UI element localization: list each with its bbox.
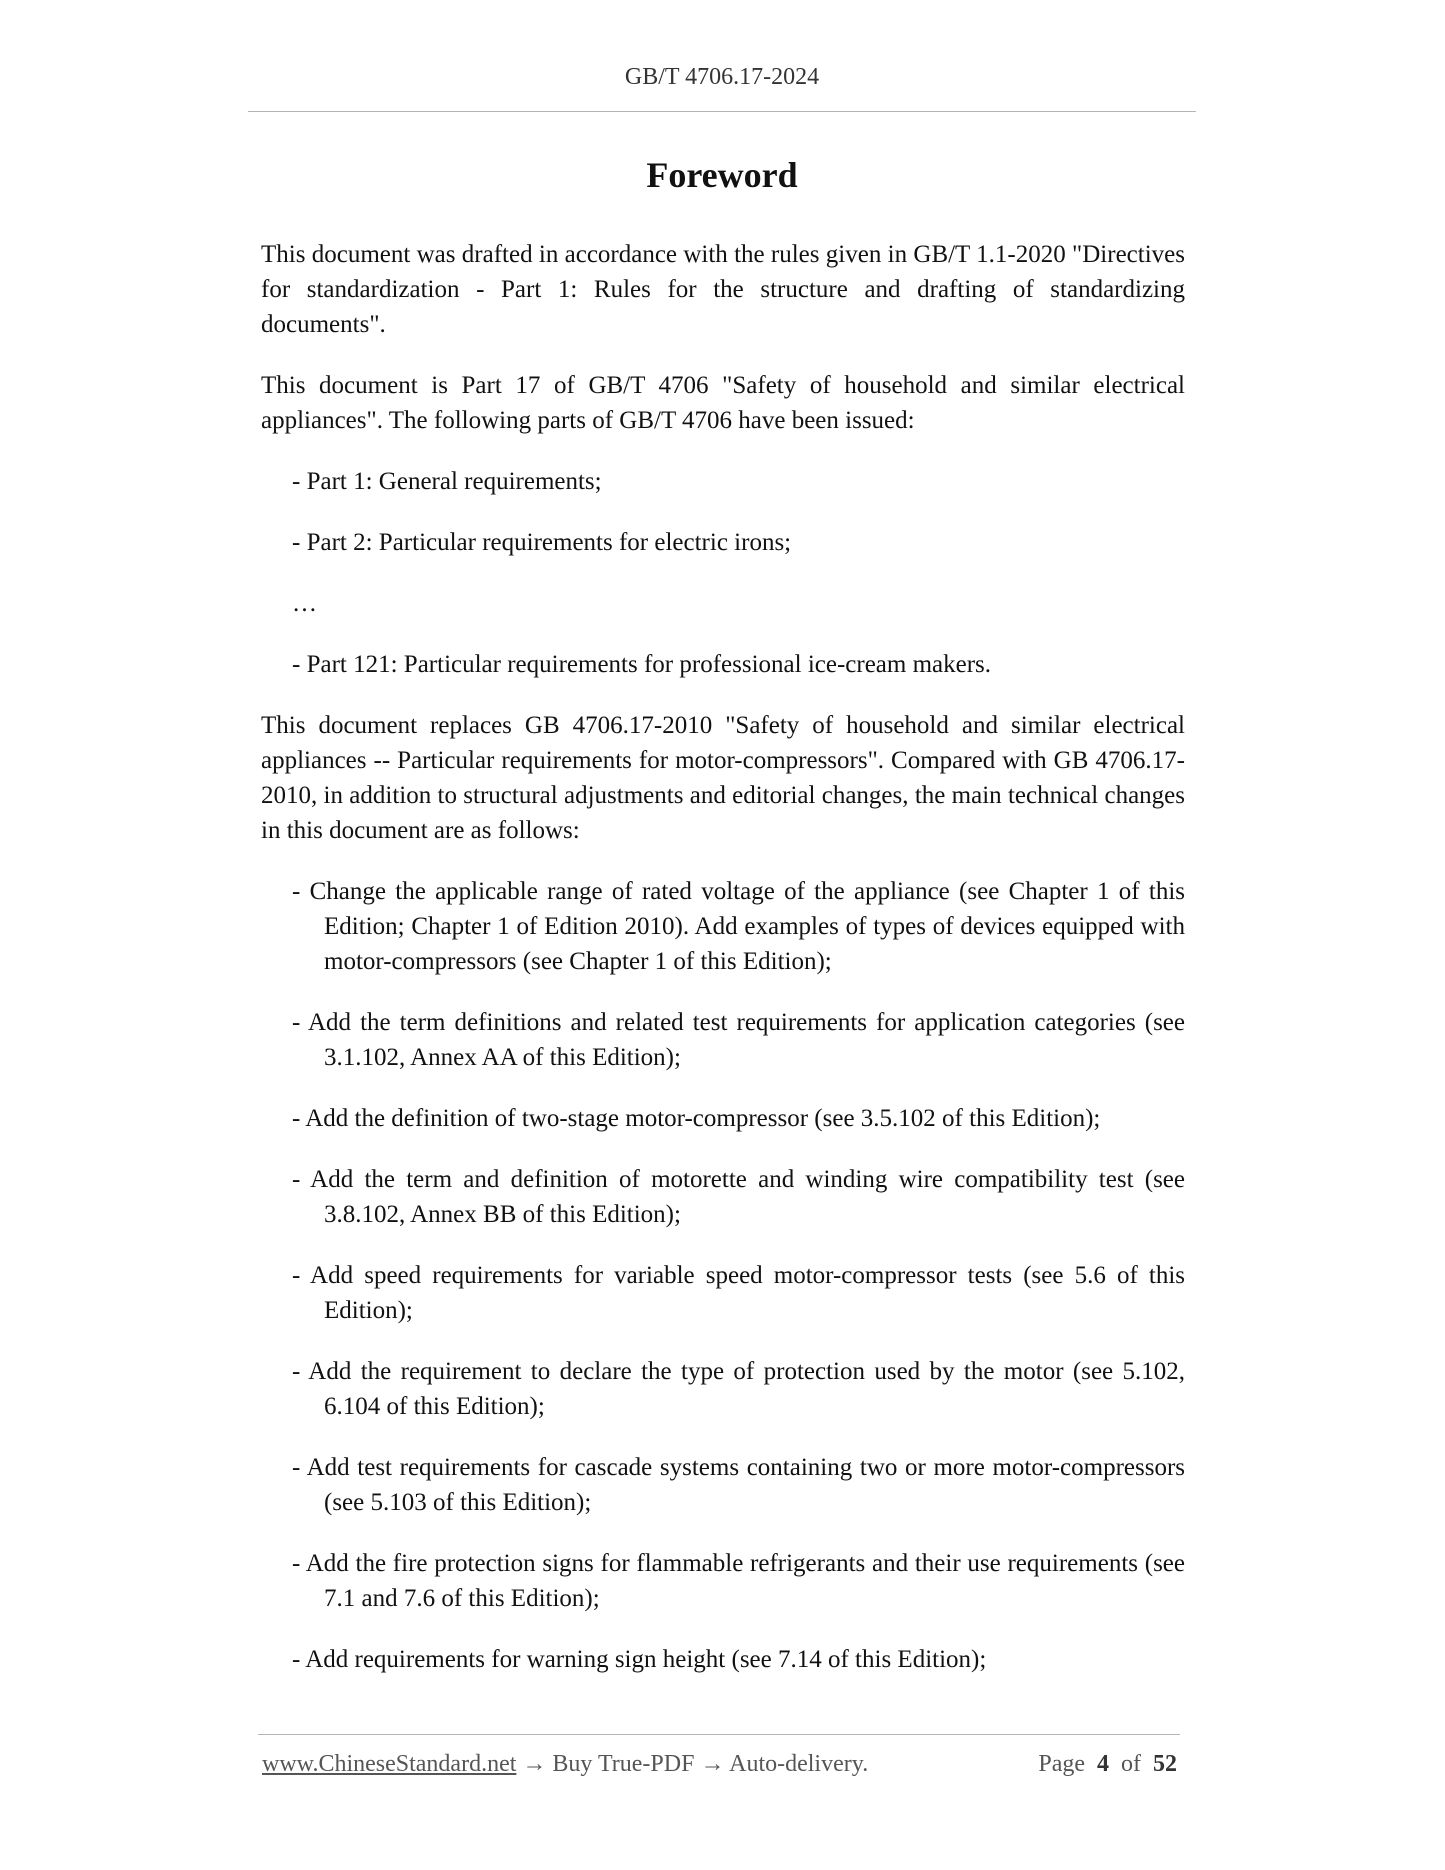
list-item-ellipsis: … [292, 590, 317, 617]
page-title: Foreword [646, 155, 798, 195]
paragraph-part-intro: This document is Part 17 of GB/T 4706 "Safety of household and similar electrical appliances". The following parts of GB/T 4706 have been issued: [261, 372, 1185, 434]
running-header: GB/T 4706.17-2024 [624, 64, 820, 90]
page-number [1038, 1751, 1177, 1778]
website-link[interactable]: www.ChineseStandard.net [262, 1751, 517, 1777]
paragraph-replaces: This document replaces GB 4706.17-2010 "Safety of household and similar electrical appliances -- Particular requirements for motor-compressors". Compared with GB 4706.17-2010, in addition to structural adjustments and editorial changes, the main technical changes in this document are as follows: [261, 712, 1185, 844]
change-item-voltage-range: - Change the applicable range of rated voltage of the appliance (see Chapter 1 of this Edition; Chapter 1 of Edition 2010). Add examples of types of devices equipped with motor-compressors (see Chapter 1 of this Edition); [292, 878, 1185, 975]
list-item-part-2: - Part 2: Particular requirements for electric irons; [292, 529, 792, 556]
document-body [261, 237, 1185, 1703]
page-total: 52 [1153, 1751, 1177, 1777]
change-item-fire-protection-signs: - Add the fire protection signs for flammable refrigerants and their use requirements (see 7.1 and 7.6 of this Edition); [292, 1550, 1185, 1612]
header-divider [248, 111, 1196, 112]
list-item-part-121: - Part 121: Particular requirements for professional ice-cream makers. [292, 651, 992, 678]
change-item-variable-speed: - Add speed requirements for variable speed motor-compressor tests (see 5.6 of this Edition); [292, 1262, 1185, 1324]
change-item-motorette: - Add the term and definition of motorette and winding wire compatibility test (see 3.8.102, Annex BB of this Edition); [292, 1166, 1185, 1228]
change-item-application-categories: - Add the term definitions and related test requirements for application categories (see 3.1.102, Annex AA of this Edition); [292, 1009, 1185, 1071]
footer-divider [258, 1734, 1180, 1735]
list-item-part-1: - Part 1: General requirements; [292, 468, 602, 495]
change-item-warning-sign-height: - Add requirements for warning sign height (see 7.14 of this Edition); [292, 1646, 987, 1673]
footer-tagline: → Buy True-PDF → Auto-delivery. [516, 1751, 869, 1777]
change-item-protection-type: - Add the requirement to declare the type of protection used by the motor (see 5.102, 6.104 of this Edition); [292, 1358, 1185, 1420]
page-footer [262, 1751, 1177, 1778]
page-current: 4 [1097, 1751, 1109, 1777]
paragraph-drafting-rules: This document was drafted in accordance with the rules given in GB/T 1.1-2020 "Directives for standardization - Part 1: Rules for the structure and drafting of standardizing documents". [261, 241, 1185, 338]
change-item-two-stage: - Add the definition of two-stage motor-compressor (see 3.5.102 of this Edition); [292, 1105, 1101, 1132]
page-of: of [1121, 1751, 1141, 1777]
page-label: Page [1038, 1751, 1085, 1777]
change-item-cascade-systems: - Add test requirements for cascade systems containing two or more motor-compressors (see 5.103 of this Edition); [292, 1454, 1185, 1516]
